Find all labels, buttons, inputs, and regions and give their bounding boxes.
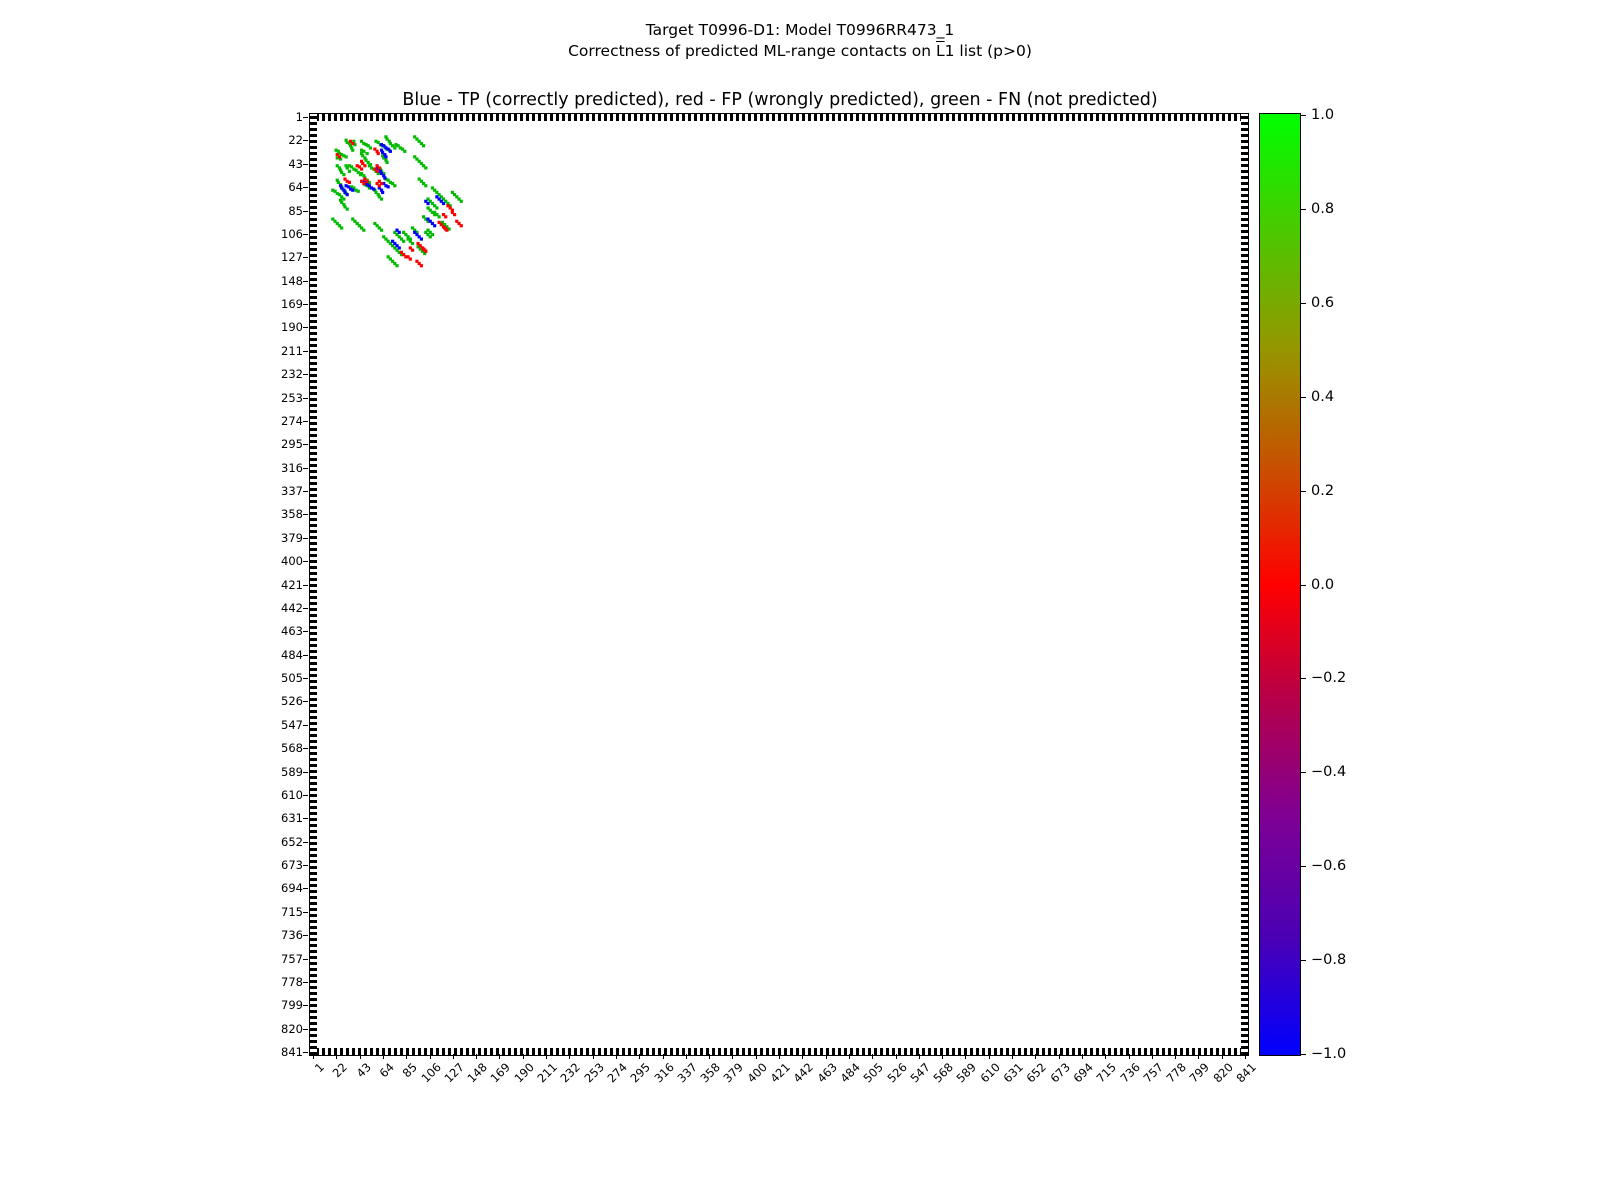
x-tick-mark bbox=[872, 1054, 873, 1059]
y-tick-mark bbox=[303, 491, 308, 492]
y-tick-label: 1 bbox=[295, 110, 303, 124]
contact-points-layer bbox=[310, 114, 1248, 1055]
y-tick-mark bbox=[303, 164, 308, 165]
y-tick-mark bbox=[303, 468, 308, 469]
y-tick-label: 379 bbox=[281, 530, 303, 545]
y-tick-label: 106 bbox=[281, 226, 303, 241]
colorbar-tick-label: −0.8 bbox=[1311, 952, 1347, 969]
y-tick-mark bbox=[303, 257, 308, 258]
y-tick-mark bbox=[303, 935, 308, 936]
colorbar-tick-label: −0.2 bbox=[1311, 670, 1347, 687]
chart-title-line-2 bbox=[0, 41, 1600, 62]
x-tick-label: 190 bbox=[511, 1060, 537, 1086]
x-tick-mark bbox=[313, 1054, 314, 1059]
x-tick-mark bbox=[919, 1054, 920, 1059]
x-tick-label: 505 bbox=[860, 1060, 887, 1086]
y-tick-label: 715 bbox=[281, 904, 303, 919]
x-tick-label: 568 bbox=[930, 1060, 956, 1086]
colorbar-tick-label: 0.0 bbox=[1311, 576, 1335, 593]
y-tick-label: 316 bbox=[281, 460, 303, 475]
y-tick-mark bbox=[303, 351, 308, 352]
x-tick-label: 316 bbox=[650, 1060, 677, 1086]
plot-frame bbox=[309, 113, 1249, 1056]
chart-title-line-1: Target T0996-D1: Model T0996RR473_1 bbox=[645, 21, 955, 39]
y-tick-mark bbox=[303, 538, 308, 539]
x-tick-label: 1 bbox=[311, 1060, 327, 1076]
colorbar-tick-label: 0.8 bbox=[1311, 200, 1335, 217]
x-tick-mark bbox=[499, 1054, 500, 1059]
y-tick-label: 673 bbox=[281, 858, 303, 872]
y-tick-label: 295 bbox=[281, 437, 303, 452]
chart-title-block bbox=[0, 20, 1600, 62]
y-tick-label: 820 bbox=[281, 1021, 303, 1036]
colorbar-tick-mark bbox=[1301, 960, 1306, 961]
x-tick-mark bbox=[476, 1054, 477, 1059]
plot-border-left bbox=[310, 114, 317, 1055]
x-tick-label: 631 bbox=[1000, 1060, 1026, 1086]
y-tick-mark bbox=[303, 1029, 308, 1030]
y-tick-mark bbox=[303, 678, 308, 679]
contact-map-plot[interactable] bbox=[309, 113, 1249, 1056]
x-tick-mark bbox=[942, 1054, 943, 1059]
colorbar-tick-label: 0.6 bbox=[1311, 294, 1335, 311]
x-tick-label: 64 bbox=[376, 1060, 397, 1081]
y-tick-label: 358 bbox=[281, 507, 303, 522]
y-tick-label: 526 bbox=[281, 694, 303, 709]
y-tick-label: 694 bbox=[281, 881, 303, 896]
x-tick-label: 106 bbox=[417, 1060, 444, 1086]
colorbar-tick-label: −0.4 bbox=[1311, 764, 1347, 781]
x-tick-mark bbox=[639, 1054, 640, 1059]
x-tick-label: 799 bbox=[1186, 1060, 1213, 1086]
x-tick-label: 148 bbox=[464, 1060, 490, 1086]
y-tick-label: 547 bbox=[281, 717, 303, 732]
y-tick-label: 757 bbox=[281, 951, 303, 966]
x-tick-mark bbox=[1222, 1054, 1223, 1059]
y-tick-label: 22 bbox=[288, 133, 303, 148]
x-tick-mark bbox=[616, 1054, 617, 1059]
colorbar-gradient bbox=[1259, 113, 1301, 1056]
y-tick-label: 43 bbox=[288, 156, 303, 171]
title-suffix: 1 list (p>0) bbox=[944, 42, 1032, 60]
x-tick-label: 400 bbox=[744, 1060, 770, 1086]
y-tick-label: 841 bbox=[281, 1045, 303, 1059]
x-tick-label: 484 bbox=[837, 1060, 863, 1086]
x-tick-label: 253 bbox=[581, 1060, 607, 1086]
y-tick-mark bbox=[303, 701, 308, 702]
x-tick-mark bbox=[1245, 1054, 1246, 1059]
x-tick-label: 358 bbox=[697, 1060, 723, 1086]
y-tick-label: 736 bbox=[281, 928, 303, 943]
colorbar-tick-label: 1.0 bbox=[1311, 107, 1335, 123]
x-tick-mark bbox=[663, 1054, 664, 1059]
colorbar-tick-label: 0.4 bbox=[1311, 388, 1335, 405]
y-tick-mark bbox=[303, 374, 308, 375]
y-tick-mark bbox=[303, 655, 308, 656]
x-tick-label: 211 bbox=[534, 1060, 560, 1086]
y-tick-mark bbox=[303, 281, 308, 282]
y-tick-label: 652 bbox=[281, 834, 303, 849]
x-tick-label: 736 bbox=[1116, 1060, 1143, 1086]
y-tick-label: 505 bbox=[281, 671, 303, 685]
x-tick-mark bbox=[756, 1054, 757, 1059]
x-tick-label: 232 bbox=[557, 1060, 584, 1086]
x-tick-mark bbox=[1152, 1054, 1153, 1059]
y-tick-mark bbox=[303, 1052, 308, 1053]
x-tick-mark bbox=[849, 1054, 850, 1059]
x-tick-mark bbox=[1012, 1054, 1013, 1059]
colorbar-tick-mark bbox=[1301, 1054, 1306, 1055]
colorbar-tick-mark bbox=[1301, 585, 1306, 586]
colorbar-ticks bbox=[1301, 107, 1361, 1062]
colorbar-tick-mark bbox=[1301, 303, 1306, 304]
x-tick-label: 547 bbox=[907, 1060, 933, 1086]
x-tick-label: 43 bbox=[353, 1060, 374, 1081]
y-tick-mark bbox=[303, 912, 308, 913]
y-tick-mark bbox=[303, 748, 308, 749]
x-tick-mark bbox=[336, 1054, 337, 1059]
plot-border-top bbox=[310, 114, 1248, 121]
y-tick-label: 568 bbox=[281, 741, 303, 756]
x-tick-mark bbox=[360, 1054, 361, 1059]
x-tick-label: 673 bbox=[1047, 1060, 1073, 1086]
y-tick-label: 169 bbox=[281, 297, 303, 311]
y-tick-label: 148 bbox=[281, 273, 303, 288]
y-tick-mark bbox=[303, 444, 308, 445]
y-tick-label: 484 bbox=[281, 647, 303, 662]
y-tick-mark bbox=[303, 140, 308, 141]
y-tick-label: 64 bbox=[288, 180, 303, 195]
x-tick-mark bbox=[802, 1054, 803, 1059]
x-tick-label: 379 bbox=[720, 1060, 747, 1086]
y-tick-label: 778 bbox=[281, 974, 303, 989]
chart-legend-text: Blue - TP (correctly predicted), red - FP (wrongly predicted), green - FN (not predicted) bbox=[402, 90, 1158, 110]
x-tick-label: 421 bbox=[767, 1060, 793, 1086]
y-tick-label: 85 bbox=[288, 203, 303, 218]
x-axis-labels bbox=[309, 1060, 1259, 1120]
x-tick-label: 295 bbox=[627, 1060, 654, 1086]
y-tick-mark bbox=[303, 631, 308, 632]
y-tick-mark bbox=[303, 982, 308, 983]
x-tick-mark bbox=[1059, 1054, 1060, 1059]
y-tick-mark bbox=[303, 1005, 308, 1006]
x-tick-mark bbox=[1035, 1054, 1036, 1059]
y-tick-label: 190 bbox=[281, 320, 303, 335]
x-tick-mark bbox=[1082, 1054, 1083, 1059]
x-tick-mark bbox=[779, 1054, 780, 1059]
y-tick-mark bbox=[303, 421, 308, 422]
x-tick-label: 715 bbox=[1093, 1060, 1120, 1086]
x-tick-label: 610 bbox=[977, 1060, 1003, 1086]
x-tick-mark bbox=[430, 1054, 431, 1059]
y-tick-label: 610 bbox=[281, 787, 303, 802]
y-tick-mark bbox=[303, 304, 308, 305]
y-tick-mark bbox=[303, 888, 308, 889]
x-tick-label: 694 bbox=[1070, 1060, 1096, 1086]
y-tick-label: 232 bbox=[281, 367, 303, 382]
x-tick-label: 757 bbox=[1140, 1060, 1166, 1086]
y-tick-mark bbox=[303, 865, 308, 866]
y-tick-mark bbox=[303, 187, 308, 188]
y-tick-mark bbox=[303, 327, 308, 328]
y-axis-labels bbox=[255, 110, 303, 1059]
colorbar bbox=[1259, 113, 1301, 1056]
y-tick-label: 442 bbox=[281, 600, 303, 615]
x-tick-mark bbox=[523, 1054, 524, 1059]
y-tick-label: 253 bbox=[281, 390, 303, 405]
x-tick-mark bbox=[593, 1054, 594, 1059]
x-tick-label: 778 bbox=[1163, 1060, 1189, 1086]
plot-border-right bbox=[1241, 114, 1248, 1055]
colorbar-tick-mark bbox=[1301, 397, 1306, 398]
colorbar-tick-mark bbox=[1301, 115, 1306, 116]
x-tick-mark bbox=[686, 1054, 687, 1059]
y-tick-label: 400 bbox=[281, 554, 303, 569]
y-tick-mark bbox=[303, 561, 308, 562]
y-tick-mark bbox=[303, 842, 308, 843]
x-tick-mark bbox=[453, 1054, 454, 1059]
x-tick-mark bbox=[1175, 1054, 1176, 1059]
colorbar-tick-label: −1.0 bbox=[1311, 1046, 1347, 1062]
x-tick-label: 589 bbox=[953, 1060, 980, 1086]
y-tick-label: 589 bbox=[281, 764, 303, 779]
y-tick-mark bbox=[303, 211, 308, 212]
title-prefix: Correctness of predicted ML-range contacts on bbox=[568, 42, 936, 60]
y-tick-mark bbox=[303, 234, 308, 235]
x-tick-label: 85 bbox=[399, 1060, 421, 1081]
x-tick-mark bbox=[383, 1054, 384, 1059]
y-tick-label: 127 bbox=[281, 250, 303, 265]
y-tick-mark bbox=[303, 795, 308, 796]
y-tick-label: 211 bbox=[281, 343, 303, 358]
x-tick-mark bbox=[896, 1054, 897, 1059]
title-overline-L: $\overline{L}$ bbox=[936, 42, 945, 60]
colorbar-tick-mark bbox=[1301, 866, 1306, 867]
x-tick-mark bbox=[989, 1054, 990, 1059]
y-tick-mark bbox=[303, 772, 308, 773]
colorbar-tick-mark bbox=[1301, 772, 1306, 773]
y-tick-mark bbox=[303, 608, 308, 609]
colorbar-tick-label: −0.6 bbox=[1311, 858, 1347, 875]
y-tick-mark bbox=[303, 725, 308, 726]
x-tick-label: 274 bbox=[604, 1060, 630, 1086]
y-tick-mark bbox=[303, 818, 308, 819]
x-tick-mark bbox=[569, 1054, 570, 1059]
y-tick-label: 274 bbox=[281, 413, 303, 428]
y-tick-mark bbox=[303, 585, 308, 586]
x-tick-label: 652 bbox=[1023, 1060, 1050, 1086]
y-tick-label: 421 bbox=[281, 577, 303, 592]
x-tick-mark bbox=[709, 1054, 710, 1059]
y-tick-label: 799 bbox=[281, 998, 303, 1013]
y-tick-label: 337 bbox=[281, 484, 303, 498]
series-fn bbox=[331, 135, 463, 267]
x-tick-label: 820 bbox=[1210, 1060, 1236, 1086]
x-tick-mark bbox=[406, 1054, 407, 1059]
colorbar-tick-mark bbox=[1301, 678, 1306, 679]
x-tick-mark bbox=[1198, 1054, 1199, 1059]
colorbar-tick-mark bbox=[1301, 209, 1306, 210]
x-tick-mark bbox=[965, 1054, 966, 1059]
x-tick-label: 337 bbox=[674, 1060, 700, 1086]
x-tick-label: 127 bbox=[441, 1060, 467, 1086]
y-tick-label: 463 bbox=[281, 624, 303, 639]
y-tick-mark bbox=[303, 398, 308, 399]
x-tick-label: 169 bbox=[487, 1060, 514, 1086]
x-tick-label: 463 bbox=[814, 1060, 840, 1086]
x-tick-label: 442 bbox=[790, 1060, 817, 1086]
y-tick-label: 631 bbox=[281, 811, 303, 826]
x-tick-mark bbox=[546, 1054, 547, 1059]
x-tick-mark bbox=[1129, 1054, 1130, 1059]
x-tick-mark bbox=[826, 1054, 827, 1059]
x-tick-mark bbox=[732, 1054, 733, 1059]
y-tick-mark bbox=[303, 959, 308, 960]
x-tick-label: 22 bbox=[329, 1060, 351, 1081]
x-tick-label: 526 bbox=[883, 1060, 910, 1086]
colorbar-tick-mark bbox=[1301, 491, 1306, 492]
colorbar-tick-label: 0.2 bbox=[1311, 482, 1335, 499]
x-tick-mark bbox=[1105, 1054, 1106, 1059]
x-tick-label: 841 bbox=[1233, 1060, 1259, 1086]
y-tick-mark bbox=[303, 514, 308, 515]
y-tick-mark bbox=[303, 117, 308, 118]
